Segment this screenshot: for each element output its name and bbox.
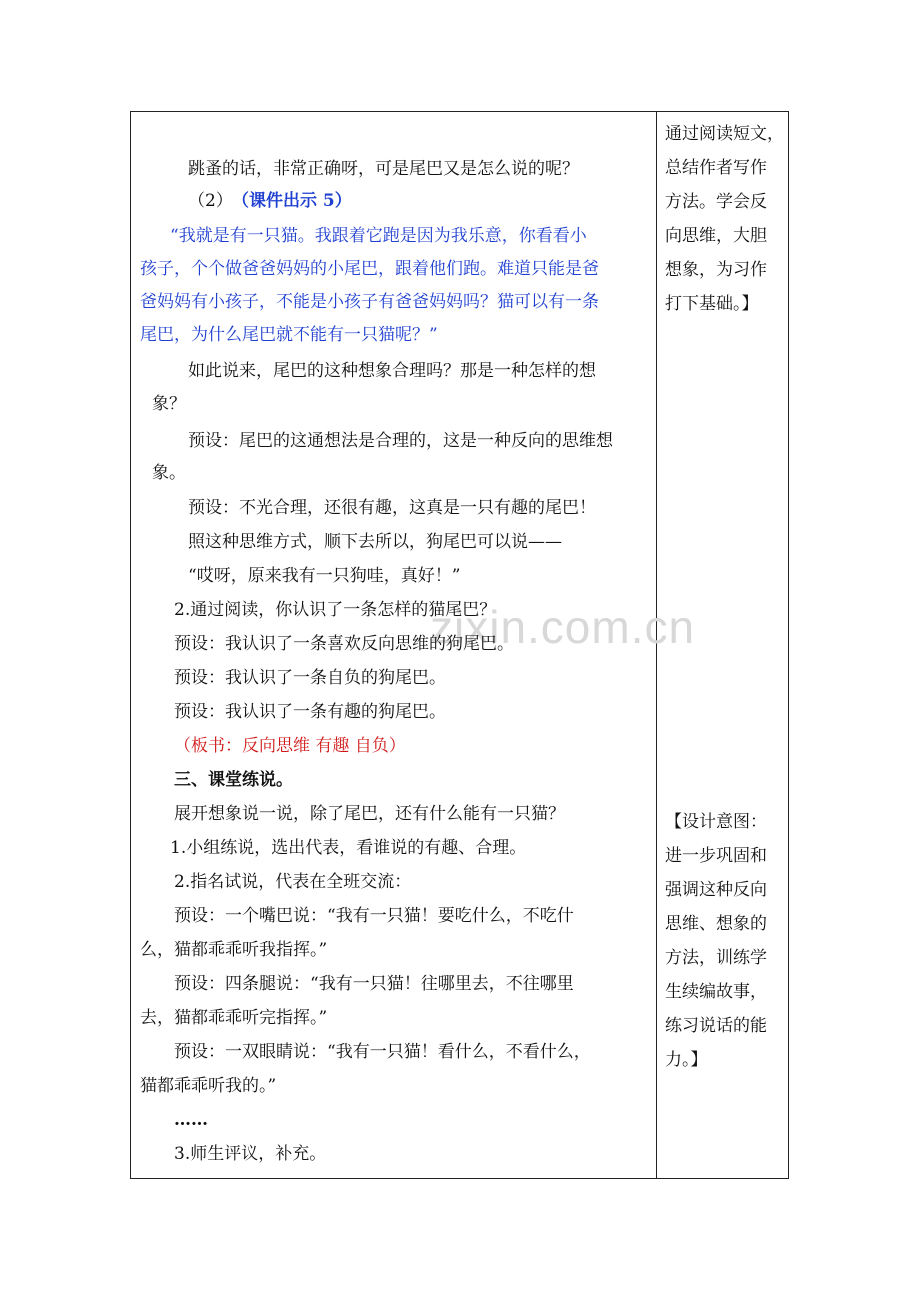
design-intent-line: 练习说话的能 — [665, 1016, 767, 1036]
design-intent-line: 方法，训练学 — [665, 948, 767, 968]
text-line: 照这种思维方式，顺下去所以，狗尾巴可以说—— — [188, 532, 562, 552]
board-note: （板书：反向思维 有趣 自负） — [174, 736, 406, 756]
quote-line: 尾巴，为什么尾巴就不能有一只猫呢？” — [140, 325, 438, 345]
text-line: 2.指名试说，代表在全班交流： — [174, 872, 412, 892]
design-intent-line: 强调这种反向 — [665, 880, 767, 900]
text-line: 预设：我认识了一条喜欢反向思维的狗尾巴。 — [174, 634, 514, 654]
text-line: 去，猫都乖乖听完指挥。” — [140, 1008, 328, 1028]
quote-line: 爸妈妈有小孩子，不能是小孩子有爸爸妈妈吗？猫可以有一条 — [140, 292, 599, 312]
design-intent-line: 思维、想象的 — [665, 914, 767, 934]
side-note-line: 想象，为习作 — [665, 260, 767, 280]
text-line: 么，猫都乖乖听我指挥。” — [140, 940, 328, 960]
text-line: 猫都乖乖听我的。” — [140, 1076, 277, 1096]
text-line: 展开想象说一说，除了尾巴，还有什么能有一只猫？ — [174, 804, 565, 824]
text-line: 1.小组练说，选出代表，看谁说的有趣、合理。 — [170, 838, 527, 858]
side-note-line: 通过阅读短文， — [665, 124, 784, 144]
text-line: 3.师生评议，补充。 — [174, 1144, 327, 1164]
text-line: 象。 — [152, 463, 186, 483]
ellipsis: …… — [174, 1110, 208, 1130]
courseware-label: （课件出示 5） — [232, 191, 352, 211]
quote-line: 孩子，个个做爸爸妈妈的小尾巴，跟着他们跑。难道只能是爸 — [140, 259, 599, 279]
text-line: 预设：尾巴的这通想法是合理的，这是一种反向的思维想 — [188, 431, 613, 451]
text-line: “哎呀，原来我有一只狗哇，真好！” — [188, 566, 461, 586]
design-intent-line: 进一步巩固和 — [665, 846, 767, 866]
text-line: 2.通过阅读，你认识了一条怎样的猫尾巴？ — [174, 600, 497, 620]
side-note-line: 打下基础。】 — [665, 294, 759, 314]
design-intent-line: 力。】 — [665, 1050, 708, 1070]
watermark: zixin.com.cn — [430, 601, 696, 653]
text-line: 预设：一双眼睛说：“我有一只猫！看什么，不看什么， — [174, 1042, 591, 1062]
text-line: （2） — [188, 191, 233, 211]
side-note-line: 总结作者写作 — [665, 158, 767, 178]
text-line: 象？ — [152, 394, 186, 414]
side-note-line: 方法。学会反 — [665, 192, 767, 212]
text-line: 预设：我认识了一条有趣的狗尾巴。 — [174, 702, 446, 722]
text-line: 如此说来，尾巴的这种想象合理吗？那是一种怎样的想 — [188, 361, 596, 381]
text-line: 预设：四条腿说：“我有一只猫！往哪里去，不往哪里 — [174, 974, 574, 994]
text-line: 预设：不光合理，还很有趣，这真是一只有趣的尾巴！ — [188, 498, 596, 518]
design-intent-line: 生续编故事， — [665, 982, 767, 1002]
text-line: 预设：一个嘴巴说：“我有一只猫！要吃什么，不吃什 — [174, 906, 574, 926]
text-line: 预设：我认识了一条自负的狗尾巴。 — [174, 668, 446, 688]
section-heading: 三、课堂练说。 — [174, 770, 293, 790]
text-line: 跳蚤的话，非常正确呀，可是尾巴又是怎么说的呢？ — [188, 159, 579, 179]
side-note-line: 向思维，大胆 — [665, 226, 767, 246]
quote-line: “我就是有一只猫。我跟着它跑是因为我乐意，你看看小 — [170, 226, 587, 246]
design-intent-line: 【设计意图： — [665, 812, 767, 832]
